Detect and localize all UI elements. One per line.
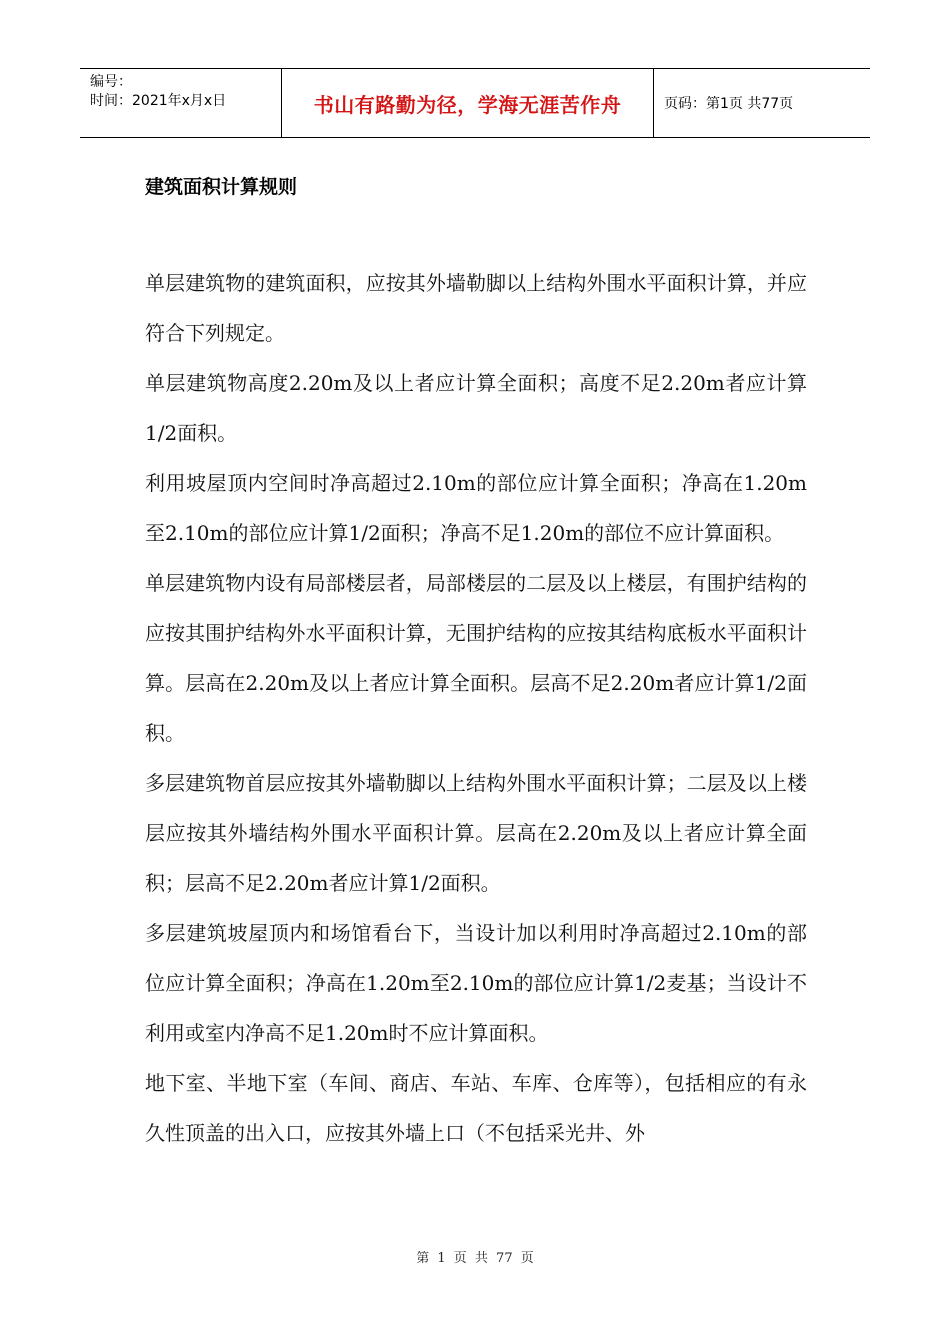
header-page-info: 页码：第1页 共77页 <box>664 96 794 112</box>
paragraph: 单层建筑物高度2.20m及以上者应计算全面积；高度不足2.20m者应计算1/2面积。 <box>145 371 807 445</box>
document-body <box>145 258 807 1158</box>
number-label: 编号： <box>90 74 132 90</box>
time-label: 时间：2021年x月x日 <box>90 93 227 109</box>
document-header <box>80 68 870 138</box>
paragraph: 单层建筑物内设有局部楼层者，局部楼层的二层及以上楼层，有围护结构的应按其围护结构外水平面积计算，无围护结构的应按其结构底板水平面积计算。层高在2.20m及以上者应计算全面积。层高不足2.20m者应计算1/2面积。 <box>145 571 807 745</box>
paragraph: 多层建筑坡屋顶内和场馆看台下，当设计加以利用时净高超过2.10m的部位应计算全面积；净高在1.20m至2.10m的部位应计算1/2麦基；当设计不利用或室内净高不足1.20m时不应计算面积。 <box>145 921 807 1045</box>
paragraph: 利用坡屋顶内空间时净高超过2.10m的部位应计算全面积；净高在1.20m至2.10m的部位应计算1/2面积；净高不足1.20m的部位不应计算面积。 <box>145 471 807 545</box>
paragraph: 多层建筑物首层应按其外墙勒脚以上结构外围水平面积计算；二层及以上楼层应按其外墙结构外围水平面积计算。层高在2.20m及以上者应计算全面积；层高不足2.20m者应计算1/2面积。 <box>145 771 807 895</box>
header-motto: 书山有路勤为径，学海无涯苦作舟 <box>282 69 654 137</box>
paragraph: 地下室、半地下室（车间、商店、车站、车库、仓库等），包括相应的有永久性顶盖的出入口，应按其外墙上口（不包括采光井、外 <box>145 1071 807 1145</box>
page-footer: 第 1 页 共 77 页 <box>416 1251 534 1266</box>
header-meta <box>80 69 282 137</box>
document-title: 建筑面积计算规则 <box>145 176 298 198</box>
paragraph: 单层建筑物的建筑面积，应按其外墙勒脚以上结构外围水平面积计算，并应符合下列规定。 <box>145 271 807 345</box>
